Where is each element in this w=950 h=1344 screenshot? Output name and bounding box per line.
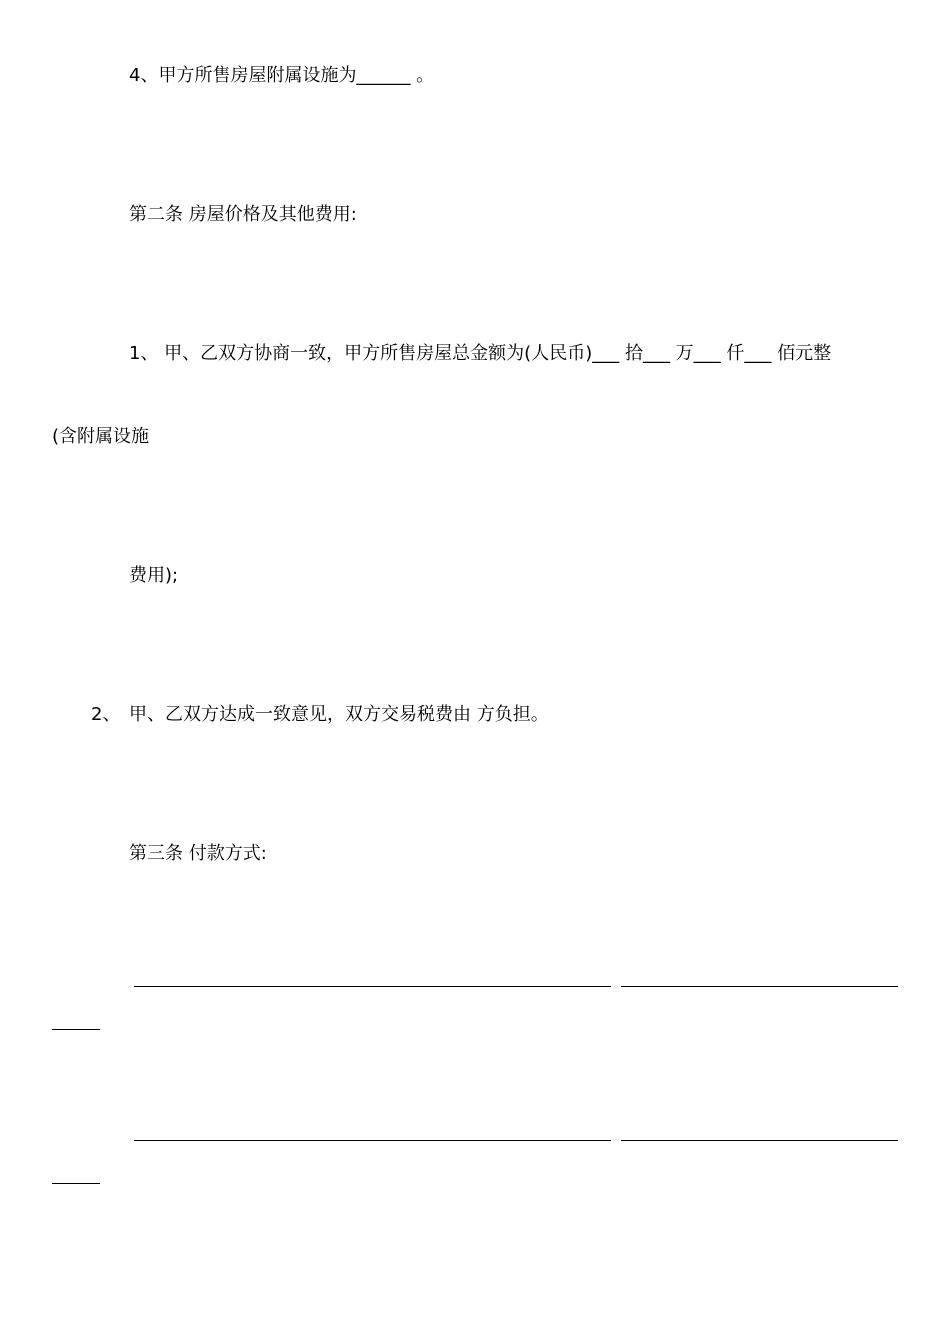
tax-clause (91, 703, 549, 727)
total-price-clause-end: 费用); (129, 565, 179, 586)
total-price-clause: 1、 甲、乙双方协商一致，甲方所售房屋总金额为(人民币)___ 拾___ 万___ 仟___ 佰元整 (129, 343, 832, 364)
payment-blank-line-2a (134, 1140, 611, 1141)
payment-blank-line-1c (52, 1029, 100, 1030)
article-2-heading: 第二条 房屋价格及其他费用: (129, 204, 357, 225)
payment-blank-line-1a (134, 986, 611, 987)
article-3-heading: 第三条 付款方式: (129, 843, 267, 864)
payment-blank-line-1b (621, 986, 898, 987)
total-price-clause-continued: (含附属设施 (52, 426, 150, 447)
payment-blank-line-2b (621, 1140, 898, 1141)
attached-facilities-clause: 4、甲方所售房屋附属设施为______ 。 (129, 65, 435, 86)
payment-blank-line-2c (52, 1183, 100, 1184)
tax-clause-number: 2、 (91, 704, 121, 725)
tax-clause-text: 甲、乙双方达成一致意见，双方交易税费由 方负担。 (129, 704, 549, 725)
